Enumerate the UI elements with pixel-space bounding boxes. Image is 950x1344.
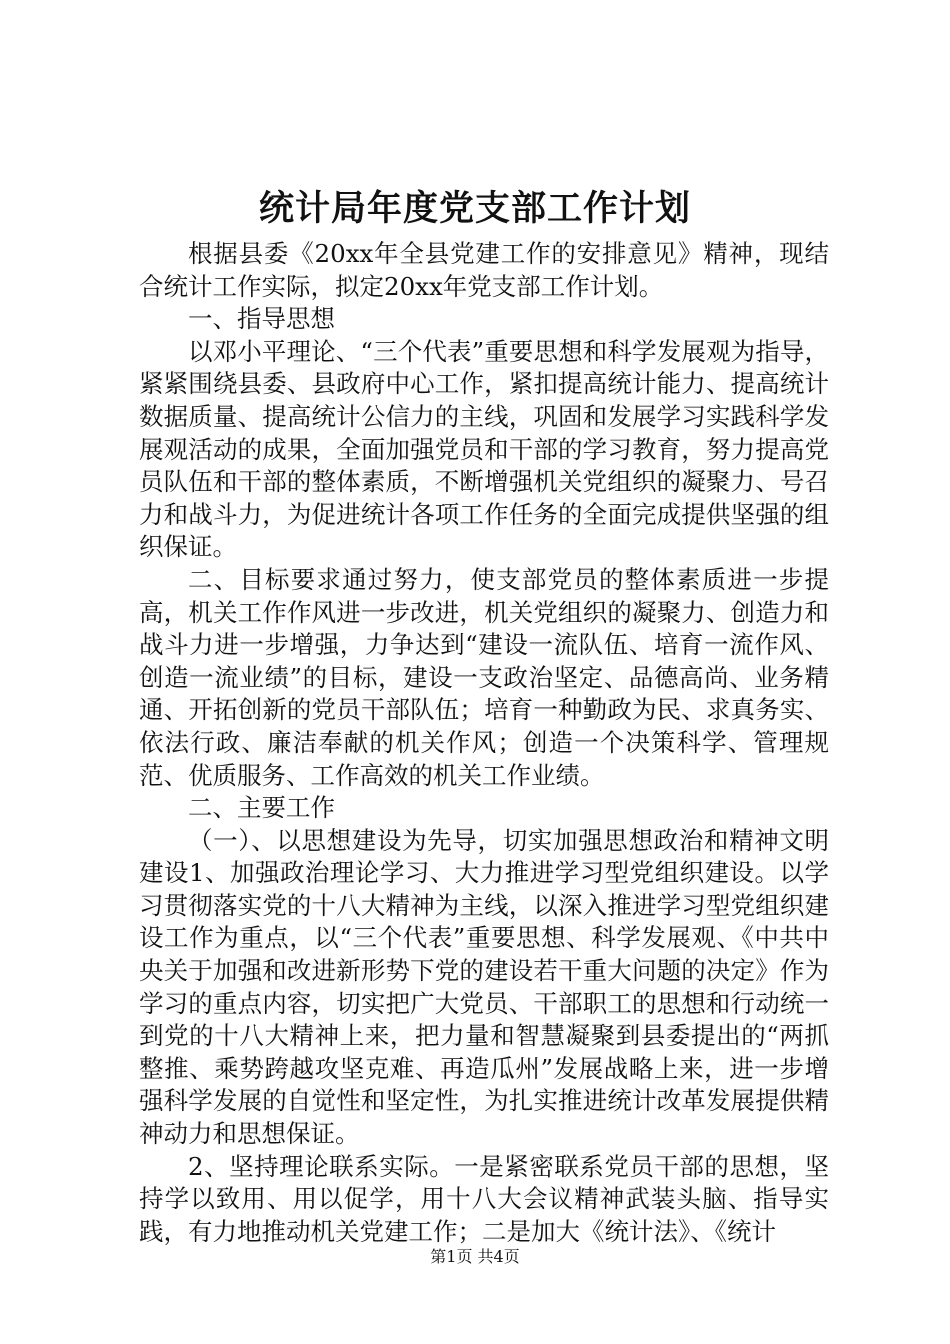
section-heading-guiding-thought: 一、指导思想: [188, 304, 335, 334]
paragraph-goals: 二、目标要求通过努力，使支部党员的整体素质进一步提高，机关工作作风进一步改进，机关党组织的凝聚力、创造力和战斗力进一步增强，力争达到“建设一流队伍、培育一流作风、创造一流业绩”的目标，建设一支政治坚定、品德高尚、业务精通、开拓创新的党员干部队伍；培育一种勤政为民、求真务实、依法行政、廉洁奉献的机关作风；创造一个决策科学、管理规范、优质服务、工作高效的机关工作业绩。: [139, 564, 829, 790]
paragraph-main-work-1: （一）、以思想建设为先导，切实加强思想政治和精神文明建设1、加强政治理论学习、大力推进学习型党组织建设。以学习贯彻落实党的十八大精神为主线，以深入推进学习型党组织建设工作为重点，以“三个代表”重要思想、科学发展观、《中共中央关于加强和改进新形势下党的建设若干重大问题的决定》作为学习的重点内容，切实把广大党员、干部职工的思想和行动统一到党的十八大精神上来，把力量和智慧凝聚到县委提出的“两抓整推、乘势跨越攻坚克难、再造瓜州”发展战略上来，进一步增强科学发展的自觉性和坚定性，为扎实推进统计改革发展提供精神动力和思想保证。: [139, 825, 829, 1149]
page-footer: 第1页 共4页: [430, 1247, 520, 1266]
document-body: [139, 238, 829, 1248]
section-heading-main-work: 二、主要工作: [188, 793, 335, 823]
paragraph-guiding-thought: 以邓小平理论、“三个代表”重要思想和科学发展观为指导，紧紧围绕县委、县政府中心工作，紧扣提高统计能力、提高统计数据质量、提高统计公信力的主线，巩固和发展学习实践科学发展观活动的成果，全面加强党员和干部的学习教育，努力提高党员队伍和干部的整体素质，不断增强机关党组织的凝聚力、号召力和战斗力，为促进统计各项工作任务的全面完成提供坚强的组织保证。: [139, 336, 829, 562]
document-title: 统计局年度党支部工作计划: [258, 188, 691, 229]
paragraph-main-work-2: 2、坚持理论联系实际。一是紧密联系党员干部的思想，坚持学以致用、用以促学，用十八大会议精神武装头脑、指导实践，有力地推动机关党建工作；二是加大《统计法》、《统计: [139, 1151, 829, 1246]
paragraph-intro: 根据县委《20xx年全县党建工作的安排意见》精神，现结合统计工作实际，拟定20xx年党支部工作计划。: [139, 239, 829, 301]
